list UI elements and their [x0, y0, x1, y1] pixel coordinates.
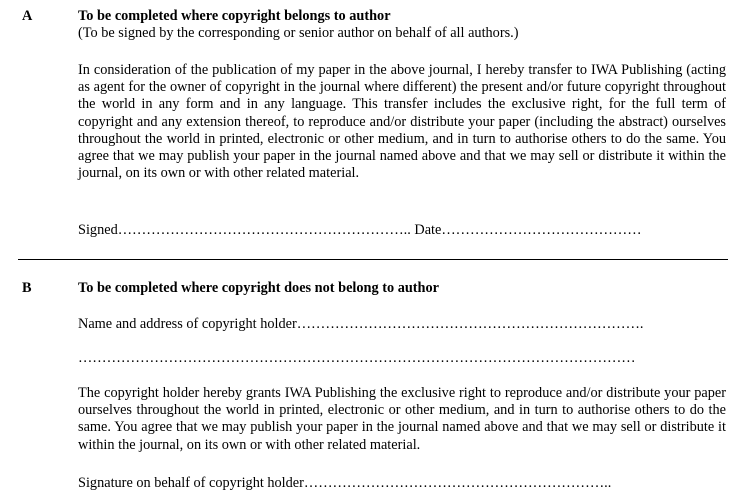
section-a-title: To be completed where copyright belongs to author — [78, 8, 391, 24]
section-b-letter: B — [22, 280, 32, 296]
section-a-subtitle: (To be signed by the corresponding or senior author on behalf of all authors.) — [78, 25, 519, 42]
section-a-letter: A — [22, 8, 33, 24]
signed-date-line[interactable]: Signed…………………………………………………….. Date…………………………………… — [78, 222, 642, 238]
section-b-title: To be completed where copyright does not belong to author — [78, 280, 439, 296]
section-b-paragraph: The copyright holder hereby grants IWA Publishing the exclusive right to reproduce and/or distribute your paper ourselves throughout the world in printed, electronic or other medium, and in turn to authorise others to do the same. You agree that we may publish your paper in the journal named above and that we may sell or distribute it within the journal, on its own or with other related material. — [78, 385, 726, 453]
section-a — [78, 8, 726, 42]
section-a-paragraph: In consideration of the publication of my paper in the above journal, I hereby transfer to IWA Publishing (acting as agent for the owner of copyright in the journal where different) the present and/or future copyright throughout the world in any form and in any language. This transfer includes the exclusive right, for the full term of copyright and any extension thereof, to reproduce and/or distribute your paper (including the abstract) ourselves throughout the world in printed, electronic or other medium, and in turn to authorise others to do the same. You agree that we may publish your paper in the journal named above and that we may sell or distribute it within the journal, on its own or with other related material. — [78, 62, 726, 182]
copyright-holder-name-line[interactable]: Name and address of copyright holder………………………………………………………………. — [78, 316, 644, 332]
copyright-holder-signature-line[interactable]: Signature on behalf of copyright holder……………………………………………………….. — [78, 475, 612, 491]
section-divider — [18, 259, 728, 260]
copyright-holder-address-line[interactable]: ……………………………………………………………………………………………………… — [78, 350, 636, 366]
